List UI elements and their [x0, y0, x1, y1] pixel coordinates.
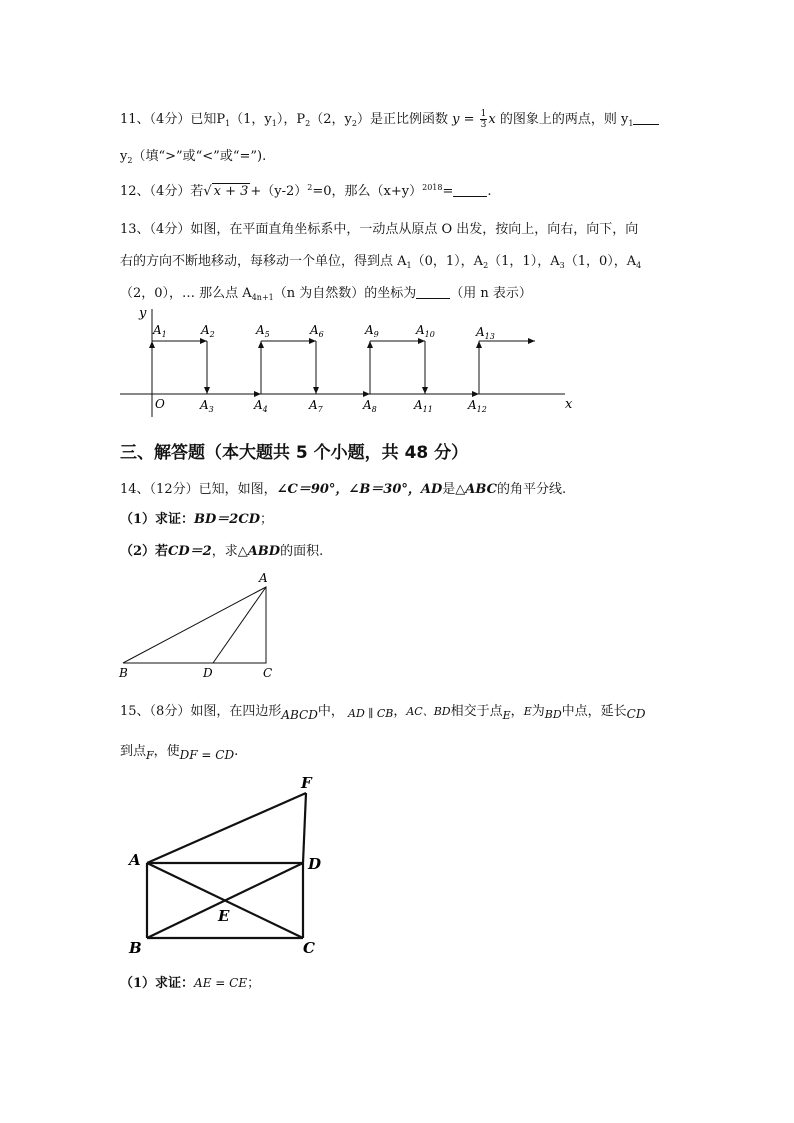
q12-line: 12、（4分）若√ $x + 3 +(y-2)^2=0$，那么$(x+y)^{2018}=$ . [120, 183, 492, 199]
x-axis-label: x [565, 397, 573, 412]
triangle-abc [123, 587, 266, 663]
label-a: A [259, 571, 268, 585]
label-d: D [308, 855, 322, 873]
segment-df [303, 793, 306, 863]
label-f: F [301, 774, 312, 792]
answer-blank[interactable] [633, 112, 659, 125]
point-label: $A_3$ [200, 398, 214, 414]
q14-part2: （2）若CD＝2，求△ABD的面积. [120, 544, 324, 559]
answer-blank[interactable] [416, 286, 450, 299]
segment-ad [213, 587, 266, 663]
segment-af [147, 793, 306, 863]
answer-blank[interactable] [453, 184, 487, 197]
point-label: $A_6$ [310, 323, 324, 339]
figure-15-quadrilateral [125, 773, 345, 963]
q15-part1: （1）求证：AE = CE； [120, 976, 261, 991]
point-label: $A_{10}$ [416, 323, 435, 339]
y-axis-label: y [139, 306, 147, 321]
q14-line1: 14、（12分）已知，如图，∠C＝90°，∠B＝30°，AD是△ABC的角平分线. [120, 482, 567, 497]
point-label: $A_{12}$ [468, 398, 487, 414]
point-label: $A_{11}$ [414, 398, 433, 414]
point-label: $A_2$ [201, 323, 215, 339]
origin-label: O [155, 397, 165, 411]
point-label: $A_1$ [153, 323, 167, 339]
radical-sign: √ [203, 184, 212, 199]
q15-line2: 到点$_F$，使DF = CD. [120, 744, 239, 762]
point-label: $A_4$ [254, 398, 268, 414]
point-label: $A_9$ [365, 323, 379, 339]
label-c: C [303, 939, 315, 957]
label-a: A [129, 851, 141, 869]
q13-line3: （2，0），… 那么点 $A_{4n+1}(n$ 为自然数）的坐标为 （用 n 表示） [120, 286, 532, 302]
q13-line1: 13、（4分）如图，在平面直角坐标系中，一动点从原点 O 出发，按向上，向右，向下，向 [120, 222, 639, 237]
point-label: $A_7$ [309, 398, 323, 414]
label-b: B [129, 939, 142, 957]
point-label: $A_{13}$ [476, 325, 495, 341]
label-c: C [263, 666, 273, 680]
section-heading: 三、解答题（本大题共 5 个小题，共 48 分） [120, 443, 469, 463]
q14-part1: （1）求证：BD＝2CD； [120, 512, 273, 527]
q11-line2: $y_2$（填“>”或“<”或“=”). [120, 149, 267, 165]
point-label: $A_5$ [256, 323, 270, 339]
label-e: E [218, 907, 230, 925]
figure-14-triangle [115, 570, 285, 680]
q13-line2: 右的方向不断地移动，每移动一个单位，得到点 $A_1(0$，1），$A_2(1$，1），$A_3(1$，0），$A_4$ [120, 254, 642, 270]
fraction-one-third: $\frac{1}{3}$ [480, 109, 487, 130]
q11-line1: 11、（4分）已知$P_1(1$，$y_1$），$P_2(2$，$y_2$）是正比例函数 y = $\frac{1}{3}$ x 的图象上的两点，则 $y_1$ [120, 108, 659, 130]
label-b: B [119, 666, 128, 680]
figure-13-path-diagram [115, 303, 575, 418]
point-label: $A_8$ [363, 398, 377, 414]
q15-line1: 15、（8分）如图，在四边形ABCD中， AD ∥ CB，AC、BD相交于点$_E$，E为$_{BD}$中点，延长CD [120, 704, 646, 722]
label-d: D [203, 666, 213, 680]
